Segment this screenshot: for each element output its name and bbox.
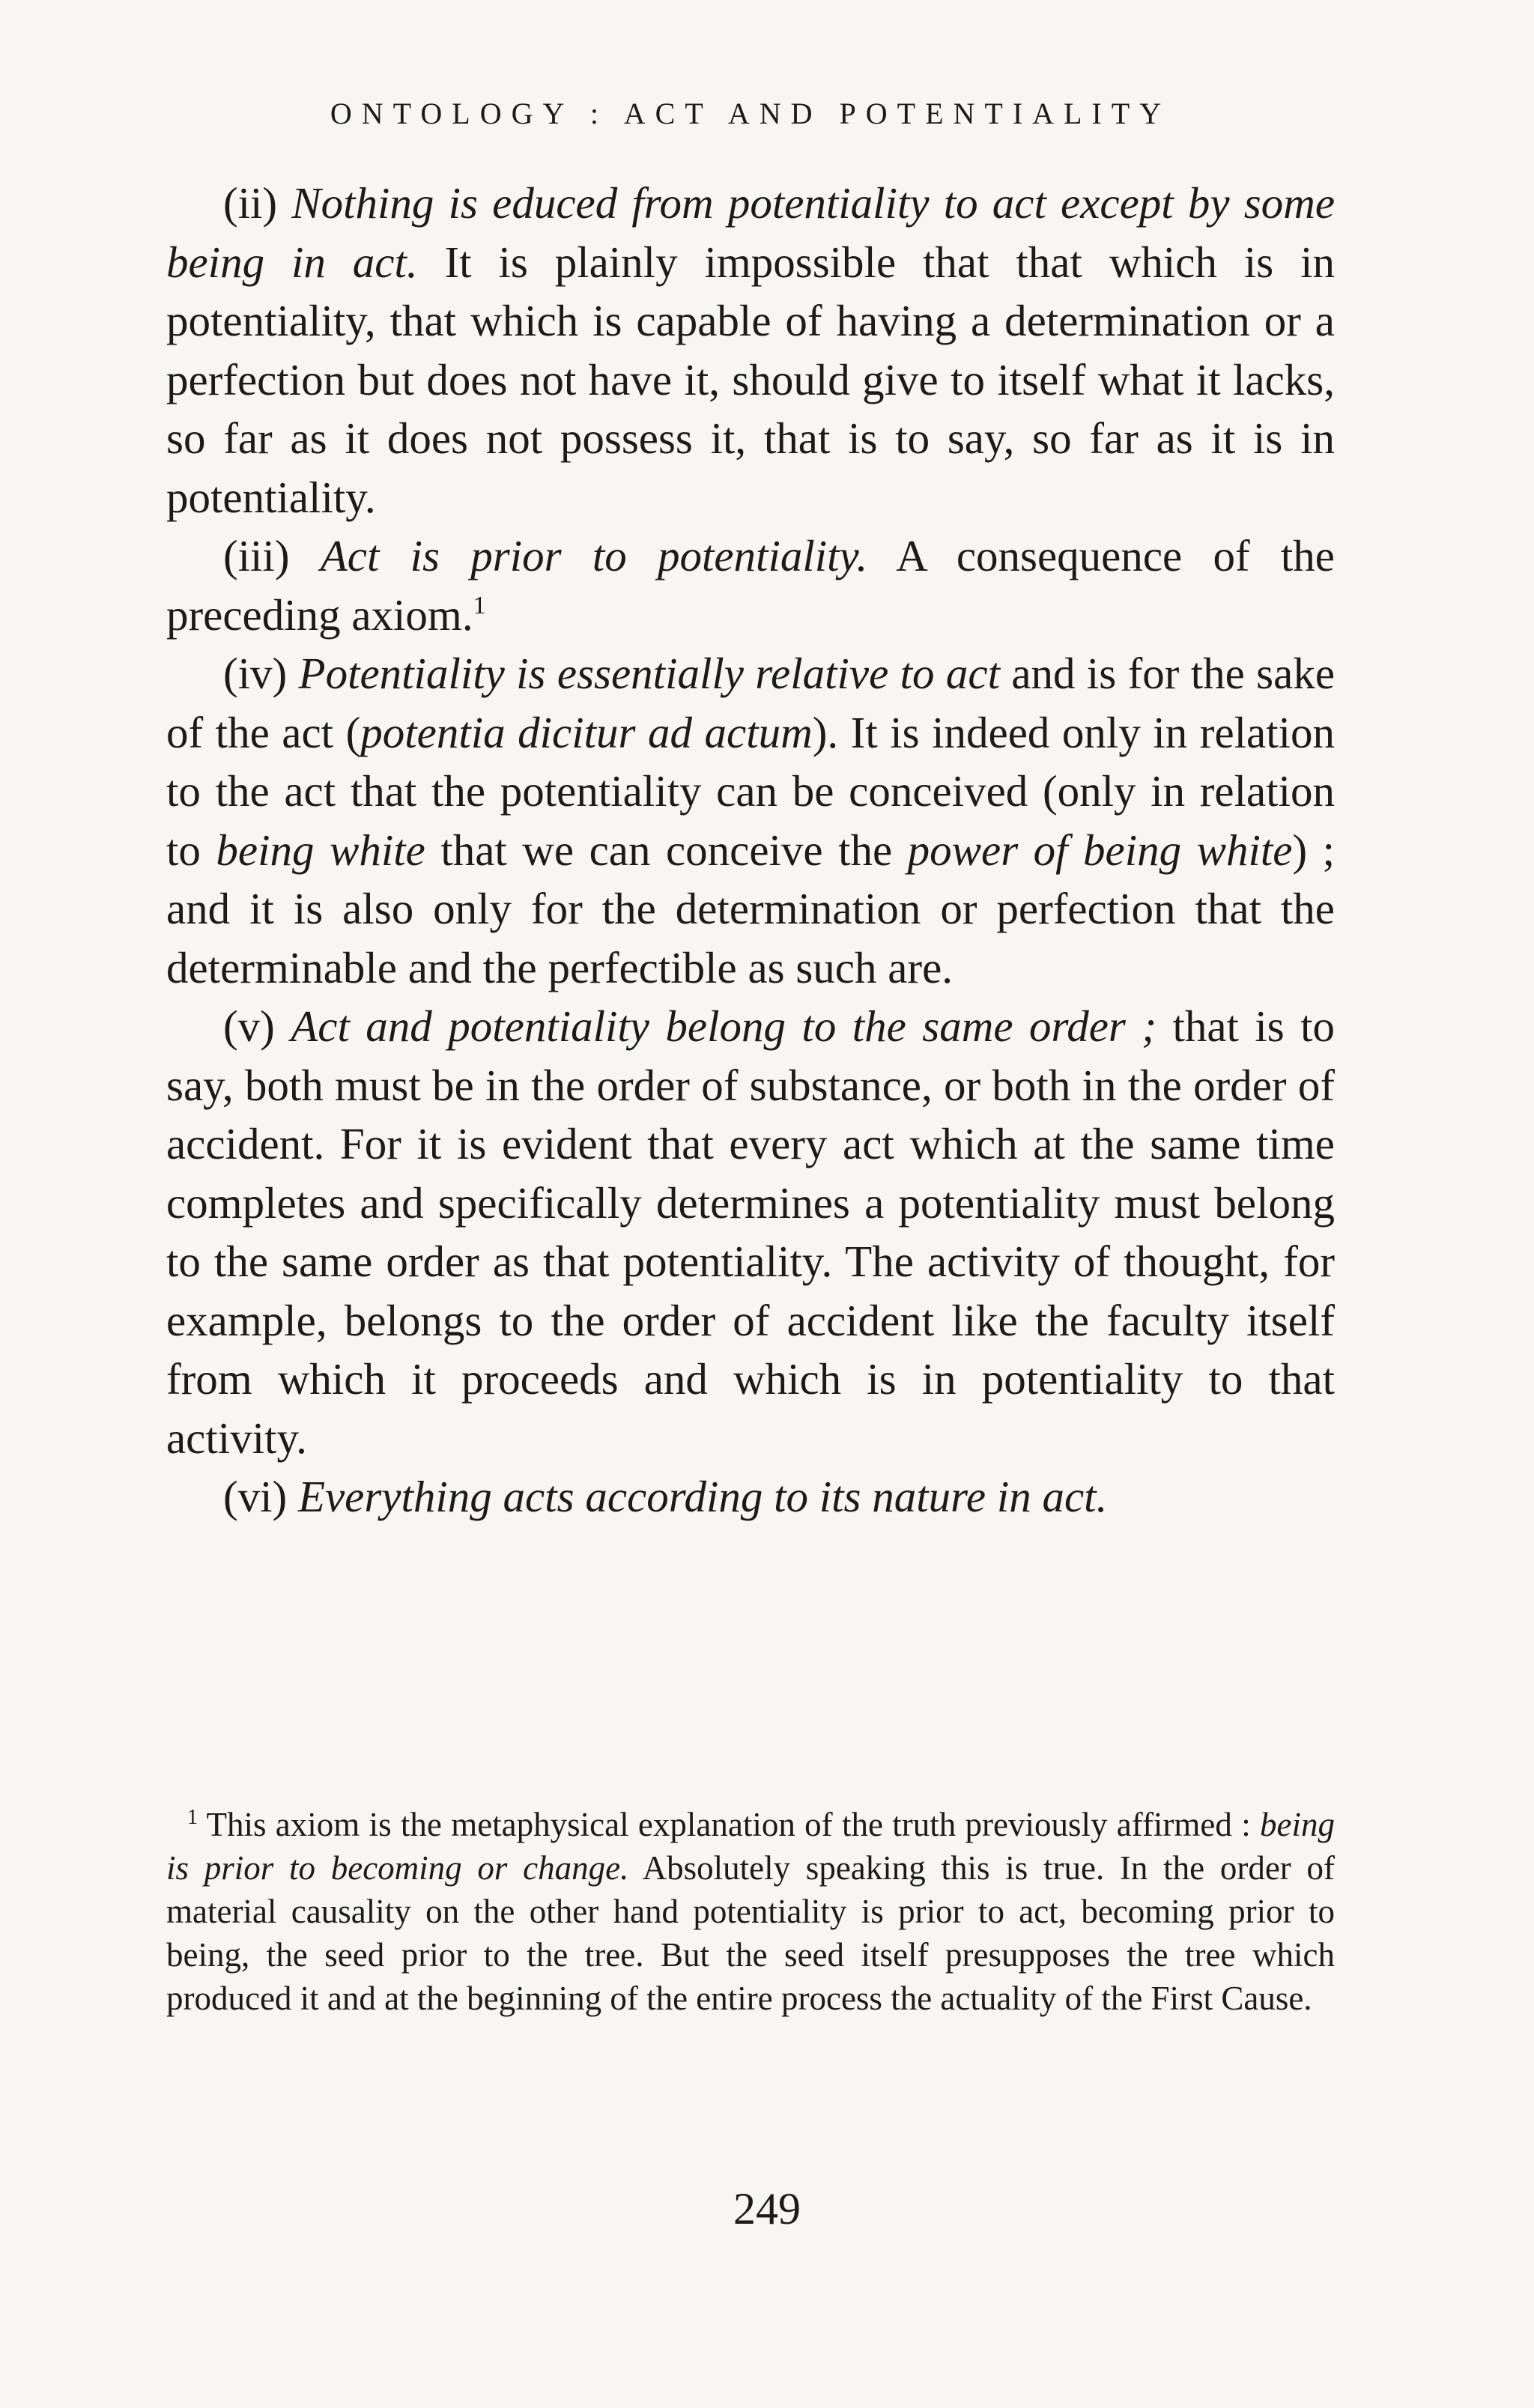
italic-phrase: being white bbox=[216, 825, 425, 875]
axiom-title: Act is prior to potentiality. bbox=[320, 531, 868, 580]
item-number: (ii) bbox=[223, 178, 278, 228]
item-number: (vi) bbox=[223, 1472, 288, 1521]
paragraph-vi bbox=[166, 1467, 1335, 1526]
axiom-title: Everything acts according to its nature in act. bbox=[297, 1472, 1108, 1521]
paragraph-text: that we can conceive the bbox=[440, 825, 893, 875]
footnote-reference[interactable]: 1 bbox=[473, 591, 486, 619]
footnote-text: This axiom is the metaphysical explanation of the truth previously affirmed : bbox=[206, 1806, 1251, 1843]
paragraph-text: It is plainly impossible that that which is in potentiality, that which is capable of having a determination or a perfection but does not have it, should give to itself what it lacks, so far as it does not possess it, that is to say, so far as it is in potentiality. bbox=[166, 237, 1336, 522]
paragraph-text: that is to say, both must be in the order of substance, or both in the order of accident. For it is evident that every act which at the same time completes and specifically determines a potentiality must belong to the same order as that potentiality. The activity of thought, for example, belongs to the order of accident like the faculty itself from which it proceeds and which is in potentiality to that activity. bbox=[166, 1001, 1336, 1463]
paragraph-text: A consequence of the preceding axiom. bbox=[166, 531, 1335, 640]
paragraph-text: and is for the sake of the act ( bbox=[166, 649, 1336, 757]
italic-phrase: power of being white bbox=[907, 825, 1293, 875]
item-number: (v) bbox=[223, 1001, 275, 1051]
item-number: (iii) bbox=[223, 531, 290, 580]
latin-phrase: potentia dicitur ad actum bbox=[360, 707, 813, 757]
paragraph-ii bbox=[166, 174, 1335, 527]
axiom-title: Nothing is educed from potentiality to act except by some being in act. bbox=[166, 178, 1335, 287]
page-number: 249 bbox=[733, 2184, 801, 2233]
footnote-marker: 1 bbox=[187, 1806, 198, 1829]
paragraph-iv bbox=[166, 644, 1335, 997]
footnote-italic: being is prior to becoming or change. bbox=[166, 1806, 1336, 1887]
footnote-text: Absolutely speaking this is true. In the order of material causality on the other hand potentiality is prior to act, becoming prior to being, the seed prior to the tree. But the seed itself presupposes the tree which produced it and at the beginning of the entire process the actuality of the First Cause. bbox=[166, 1849, 1335, 2017]
axiom-title: Act and potentiality belong to the same order ; bbox=[291, 1001, 1156, 1051]
paragraph-text: ) ; and it is also only for the determination or perfection that the determinable and the perfectible as such are. bbox=[166, 825, 1336, 992]
footnote-paragraph bbox=[166, 1803, 1335, 2020]
item-number: (iv) bbox=[223, 649, 288, 698]
axiom-title: Potentiality is essentially relative to act bbox=[298, 649, 1000, 698]
paragraph-v bbox=[166, 997, 1335, 1467]
paragraph-text: ). It is indeed only in relation to the act that the potentiality can be conceived (only in relation to bbox=[166, 707, 1335, 875]
main-text bbox=[166, 174, 1335, 1526]
footnote bbox=[166, 1803, 1335, 2020]
running-head: ONTOLOGY : ACT AND POTENTIALITY bbox=[330, 97, 1171, 130]
paragraph-iii bbox=[166, 527, 1335, 644]
